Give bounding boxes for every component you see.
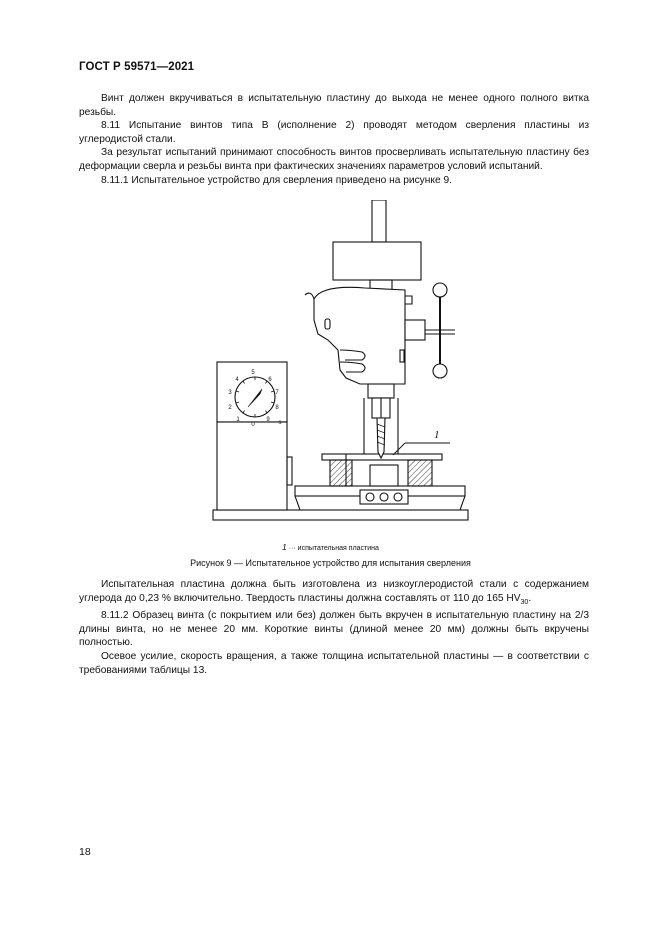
clamp-box [360,490,408,504]
lever-knob-top [433,283,447,297]
paragraph: За результат испытаний принимают способность винтов просверливать испытательную пластину без деформации сверла и резьбы винта при фактических значениях параметров условий испытаний. [79,147,589,172]
paragraph: 8.11 Испытание винтов типа В (исполнение 2) проводят методом сверления пластины из углеродистой стали. [79,120,589,145]
paragraph: Осевое усилие, скорость вращения, а также толщина испытательной пластины — в соответствии с требованиями таблицы 13. [79,651,589,676]
column [372,200,386,242]
svg-text:7: 7 [275,390,279,396]
drilling-machine-drawing [200,200,480,530]
timer-cabinet [217,422,287,510]
drill-body [314,287,405,384]
lever-knob-bottom [433,364,447,378]
figure-caption: Рисунок 9 — Испытательное устройство для испытания сверления [190,558,471,568]
test-screw [377,418,385,458]
svg-text:6: 6 [268,377,272,383]
plate-holder-right [408,460,432,486]
paragraph: Испытательная пластина должна быть изготовлена из низкоуглеродистой стали с содержанием углерода до 0,23 % включительно. Твердость пластины должна составлять от 110 до 165 $HV_{30}$. [79,579,589,606]
svg-text:5: 5 [251,370,255,376]
svg-text:0: 0 [251,422,255,428]
svg-text:8: 8 [275,405,279,411]
chuck [368,384,394,398]
paragraph: 8.11.2 Образец винта (с покрытием или без) должен быть вкручен в испытательную пластину на 2/3 длины винта, но не менее 20 мм. Короткие винты (длиной менее 20 мм) должны быть вкручены полностью. [79,610,589,649]
text-block-requirements [79,578,589,677]
motor-block [333,242,421,280]
drilling-test-device-figure [200,200,480,530]
base-plate [213,510,468,520]
svg-text:3: 3 [228,390,232,396]
document-header: ГОСТ Р 59571—2021 [79,61,195,73]
legend-text: ··· испытательная пластина [288,545,379,552]
page-number: 18 [79,846,91,858]
svg-text:9: 9 [266,417,270,423]
svg-text:2: 2 [228,405,232,411]
legend-number: 1 [282,542,287,552]
svg-text:1: 1 [236,417,240,423]
timer-dial [235,377,275,417]
paragraph: Винт должен вкручиваться в испытательную пластину до выхода не менее одного полного витка резьбы. [79,93,589,118]
svg-text:4: 4 [235,377,239,383]
paragraph: 8.11.1 Испытательное устройство для сверления приведено на рисунке 9. [101,174,452,186]
text-block-intro [79,92,589,187]
figure-legend [0,542,661,552]
svg-text:s: s [278,420,282,426]
plate-holder-left [330,460,352,486]
callout-label: 1 [434,429,440,441]
